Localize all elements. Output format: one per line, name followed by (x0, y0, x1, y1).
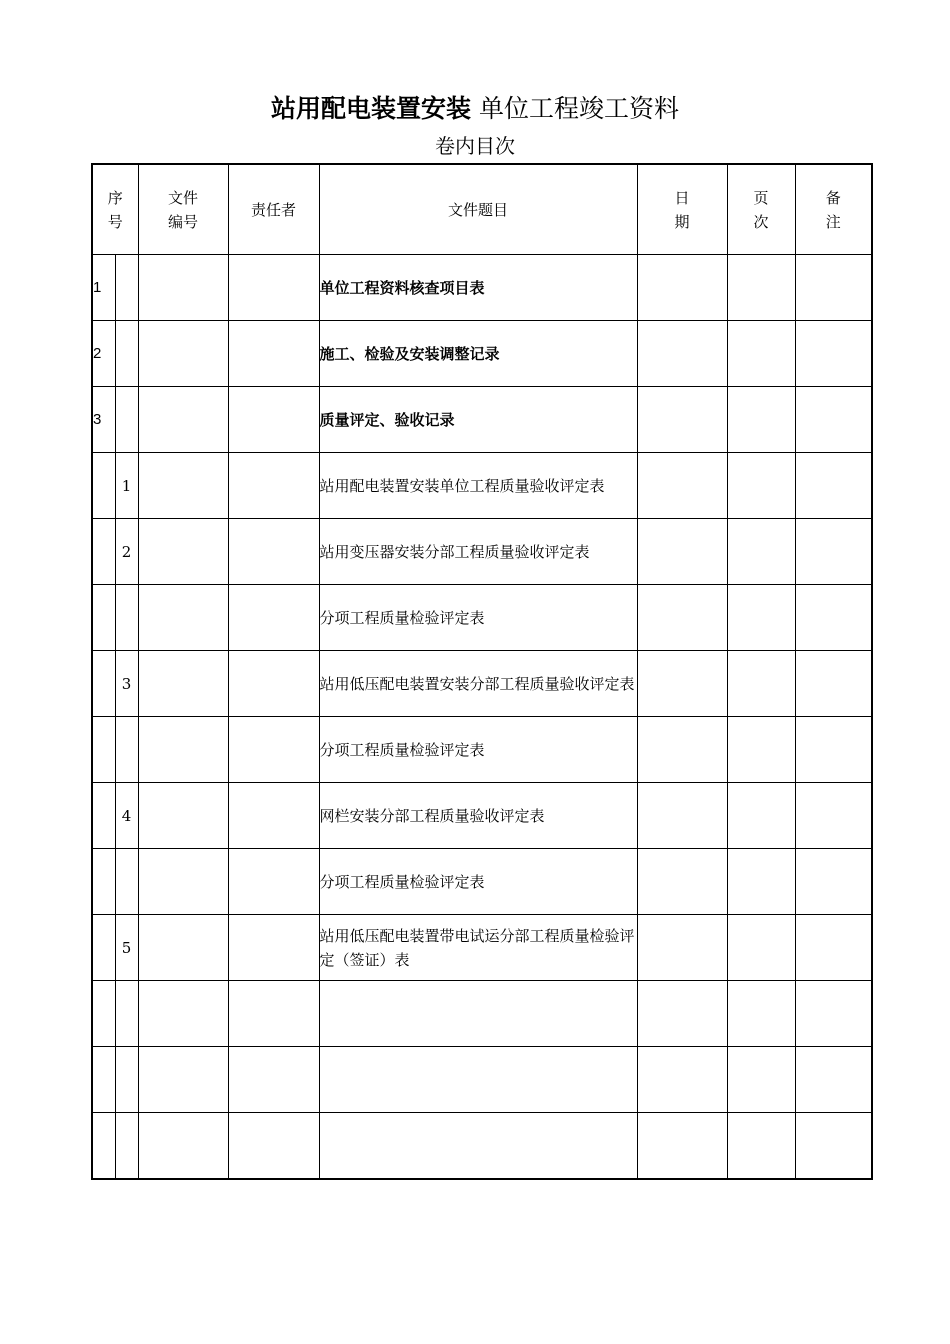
cell-subject: 站用配电装置安装单位工程质量验收评定表 (319, 453, 637, 519)
cell-seq-main (92, 1047, 115, 1113)
document-title (0, 92, 950, 126)
cell-subject: 单位工程资料核查项目表 (319, 255, 637, 321)
cell-owner (228, 915, 319, 981)
cell-seq-sub: 5 (115, 915, 138, 981)
cell-seq-main (92, 453, 115, 519)
cell-seq-main (92, 849, 115, 915)
cell-page (727, 387, 795, 453)
cell-owner (228, 717, 319, 783)
cell-date (637, 255, 727, 321)
cell-page (727, 915, 795, 981)
table-row (92, 321, 872, 387)
cell-file-number (138, 915, 228, 981)
cell-date (637, 981, 727, 1047)
cell-date (637, 585, 727, 651)
cell-subject: 施工、检验及安装调整记录 (319, 321, 637, 387)
table-header-row (92, 164, 872, 255)
cell-seq-main (92, 783, 115, 849)
cell-seq-sub (115, 717, 138, 783)
cell-file-number (138, 453, 228, 519)
cell-seq-sub: 3 (115, 651, 138, 717)
cell-page (727, 1047, 795, 1113)
cell-owner (228, 849, 319, 915)
cell-file-number (138, 255, 228, 321)
table-row (92, 387, 872, 453)
cell-remark (795, 1113, 872, 1180)
cell-seq-sub (115, 321, 138, 387)
cell-date (637, 1047, 727, 1113)
title-suffix: 单位工程竣工资料 (479, 94, 680, 123)
cell-owner (228, 255, 319, 321)
cell-remark (795, 321, 872, 387)
cell-seq-main: 2 (92, 321, 115, 387)
cell-file-number (138, 651, 228, 717)
cell-date (637, 453, 727, 519)
cell-owner (228, 651, 319, 717)
title-project: 站用配电装置安装 (270, 94, 471, 123)
header-remark (795, 164, 872, 255)
cell-remark (795, 255, 872, 321)
cell-subject (319, 1113, 637, 1180)
cell-seq-sub (115, 255, 138, 321)
header-file-number-line2: 编号 (168, 212, 199, 231)
cell-page (727, 717, 795, 783)
cell-subject (319, 981, 637, 1047)
cell-seq-sub (115, 981, 138, 1047)
cell-owner (228, 783, 319, 849)
cell-page (727, 453, 795, 519)
cell-subject: 站用低压配电装置带电试运分部工程质量检验评定（签证）表 (319, 915, 637, 981)
cell-remark (795, 1047, 872, 1113)
cell-owner (228, 453, 319, 519)
cell-subject (319, 1047, 637, 1113)
table-row (92, 1113, 872, 1180)
cell-date (637, 717, 727, 783)
header-file-number (138, 164, 228, 255)
cell-remark (795, 783, 872, 849)
cell-remark (795, 453, 872, 519)
cell-page (727, 783, 795, 849)
table-row (92, 717, 872, 783)
header-subject: 文件题目 (319, 164, 637, 255)
cell-page (727, 651, 795, 717)
header-page (727, 164, 795, 255)
cell-seq-sub (115, 387, 138, 453)
cell-file-number (138, 321, 228, 387)
cell-subject: 分项工程质量检验评定表 (319, 849, 637, 915)
cell-seq-main (92, 1113, 115, 1180)
cell-subject: 网栏安装分部工程质量验收评定表 (319, 783, 637, 849)
header-seq-line2: 号 (107, 212, 123, 231)
header-seq (92, 164, 138, 255)
table-row (92, 1047, 872, 1113)
header-owner: 责任者 (228, 164, 319, 255)
cell-subject: 质量评定、验收记录 (319, 387, 637, 453)
cell-file-number (138, 981, 228, 1047)
cell-remark (795, 651, 872, 717)
table-row (92, 915, 872, 981)
cell-remark (795, 915, 872, 981)
table-row (92, 783, 872, 849)
cell-subject: 站用变压器安装分部工程质量验收评定表 (319, 519, 637, 585)
contents-table (91, 163, 873, 1180)
cell-date (637, 651, 727, 717)
table-row (92, 453, 872, 519)
cell-subject: 分项工程质量检验评定表 (319, 717, 637, 783)
cell-remark (795, 717, 872, 783)
cell-subject: 分项工程质量检验评定表 (319, 585, 637, 651)
cell-seq-main: 3 (92, 387, 115, 453)
document-subtitle: 卷内目次 (435, 134, 515, 158)
table-row (92, 585, 872, 651)
cell-page (727, 519, 795, 585)
cell-file-number (138, 585, 228, 651)
cell-seq-main (92, 651, 115, 717)
table-row (92, 849, 872, 915)
cell-date (637, 1113, 727, 1180)
cell-date (637, 321, 727, 387)
header-date-line1: 日 (674, 188, 690, 207)
cell-seq-sub: 1 (115, 453, 138, 519)
cell-seq-sub: 4 (115, 783, 138, 849)
header-seq-line1: 序 (107, 188, 123, 207)
cell-page (727, 1113, 795, 1180)
cell-remark (795, 981, 872, 1047)
header-date (637, 164, 727, 255)
cell-owner (228, 585, 319, 651)
header-remark-line1: 备 (825, 188, 841, 207)
cell-seq-sub (115, 1113, 138, 1180)
cell-file-number (138, 717, 228, 783)
cell-seq-sub: 2 (115, 519, 138, 585)
cell-file-number (138, 849, 228, 915)
cell-remark (795, 387, 872, 453)
cell-date (637, 519, 727, 585)
cell-owner (228, 981, 319, 1047)
cell-date (637, 849, 727, 915)
cell-seq-main (92, 717, 115, 783)
cell-seq-main: 1 (92, 255, 115, 321)
cell-file-number (138, 783, 228, 849)
cell-page (727, 981, 795, 1047)
cell-seq-main (92, 519, 115, 585)
cell-seq-main (92, 981, 115, 1047)
cell-file-number (138, 387, 228, 453)
table-row (92, 255, 872, 321)
cell-page (727, 255, 795, 321)
cell-subject: 站用低压配电装置安装分部工程质量验收评定表 (319, 651, 637, 717)
cell-seq-sub (115, 585, 138, 651)
cell-remark (795, 519, 872, 585)
header-page-line2: 次 (753, 212, 769, 231)
header-remark-line2: 注 (825, 212, 841, 231)
header-file-number-line1: 文件 (168, 188, 199, 207)
cell-owner (228, 519, 319, 585)
cell-seq-main (92, 915, 115, 981)
cell-owner (228, 387, 319, 453)
cell-page (727, 849, 795, 915)
header-page-line1: 页 (753, 188, 769, 207)
table-row (92, 981, 872, 1047)
table-row (92, 519, 872, 585)
cell-date (637, 915, 727, 981)
cell-page (727, 321, 795, 387)
cell-remark (795, 585, 872, 651)
cell-date (637, 783, 727, 849)
cell-remark (795, 849, 872, 915)
cell-page (727, 585, 795, 651)
cell-seq-sub (115, 849, 138, 915)
cell-file-number (138, 1113, 228, 1180)
cell-owner (228, 1113, 319, 1180)
cell-owner (228, 321, 319, 387)
cell-file-number (138, 519, 228, 585)
header-date-line2: 期 (674, 212, 690, 231)
cell-file-number (138, 1047, 228, 1113)
cell-seq-sub (115, 1047, 138, 1113)
cell-seq-main (92, 585, 115, 651)
cell-owner (228, 1047, 319, 1113)
table-row (92, 651, 872, 717)
cell-date (637, 387, 727, 453)
